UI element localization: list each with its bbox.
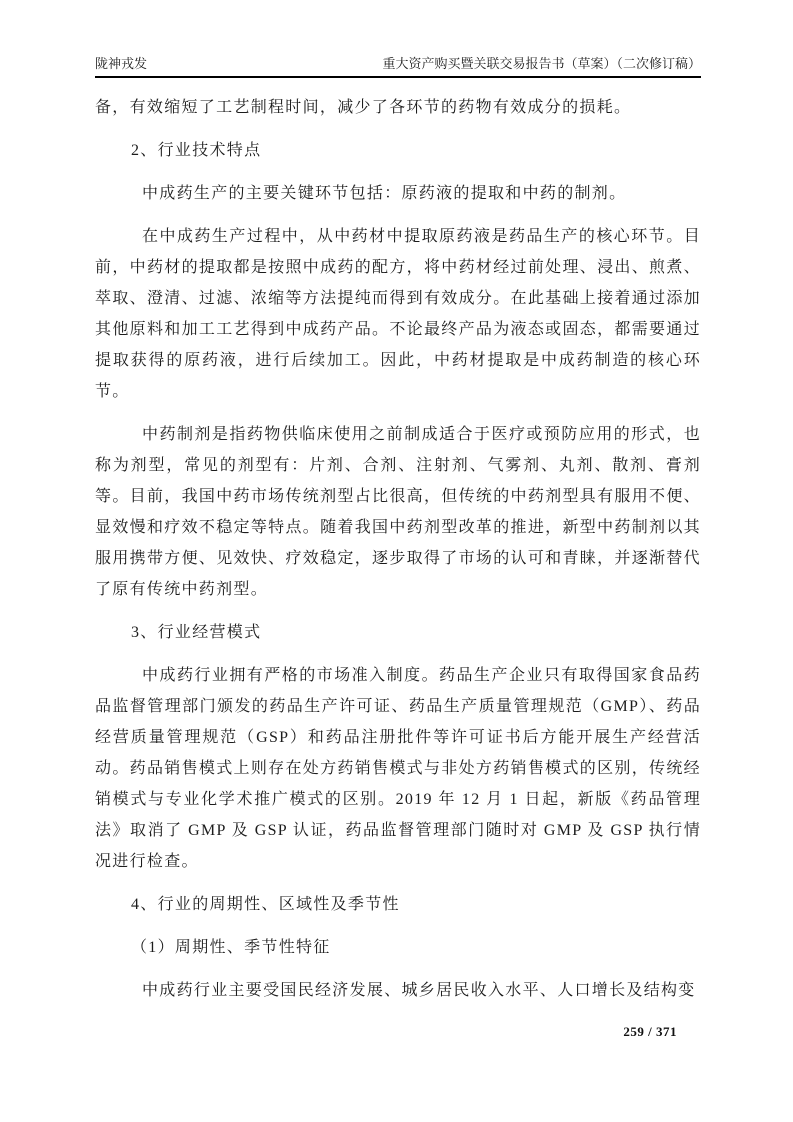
paragraph: 中药制剂是指药物供临床使用之前制成适合于医疗或预防应用的形式，也称为剂型，常见的剂型有：片剂、合剂、注射剂、气雾剂、丸剂、散剂、膏剂等。目前，我国中药市场传统剂型占比很高，但传统的中药剂型具有服用不便、显效慢和疗效不稳定等特点。随着我国中药剂型改革的推进，新型中药制剂以其服用携带方便、见效快、疗效稳定，逐步取得了市场的认可和青睐，并逐渐替代了原有传统中药剂型。 [95, 426, 701, 598]
paragraph: 中成药行业主要受国民经济发展、城乡居民收入水平、人口增长及结构变 [142, 982, 696, 999]
paragraph-continuation: 备，有效缩短了工艺制程时间，减少了各环节的药物有效成分的损耗。 [95, 99, 632, 116]
section-heading-4: 4、行业的周期性、区域性及季节性 [131, 896, 400, 913]
paragraph: 在中成药生产过程中，从中药材中提取原药液是药品生产的核心环节。目前，中药材的提取都是按照中成药的配方，将中药材经过前处理、浸出、煎煮、萃取、澄清、过滤、浓缩等方法提纯而得到有效成分。在此基础上接着通过添加其他原料和加工工艺得到中成药产品。不论最终产品为液态或固态，都需要通过提取获得的原药液，进行后续加工。因此，中药材提取是中成药制造的核心环节。 [95, 228, 701, 400]
section-heading-3: 3、行业经营模式 [131, 624, 262, 641]
page-header [95, 56, 701, 78]
paragraph: 中成药行业拥有严格的市场准入制度。药品生产企业只有取得国家食品药品监督管理部门颁发的药品生产许可证、药品生产质量管理规范（GMP）、药品经营质量管理规范（GSP）和药品注册批件等许可证书后方能开展生产经营活动。药品销售模式上则存在处方药销售模式与非处方药销售模式的区别，传统经销模式与专业化学术推广模式的区别。2019 年 12 月 1 日起，新版《药品管理法》取消了 GMP 及 GSP 认证，药品监督管理部门随时对 GMP 及 GSP 执行情况进行检查。 [95, 667, 701, 870]
document-body [95, 92, 701, 1018]
subsection-heading-1: （1）周期性、季节性特征 [131, 939, 331, 956]
paragraph: 中成药生产的主要关键环节包括：原药液的提取和中药的制剂。 [142, 185, 627, 202]
section-heading-2: 2、行业技术特点 [131, 142, 262, 159]
page-number: 259 / 371 [623, 1024, 677, 1039]
header-company-name: 陇神戎发 [95, 56, 148, 71]
header-document-title: 重大资产购买暨关联交易报告书（草案）（二次修订稿） [382, 56, 701, 71]
